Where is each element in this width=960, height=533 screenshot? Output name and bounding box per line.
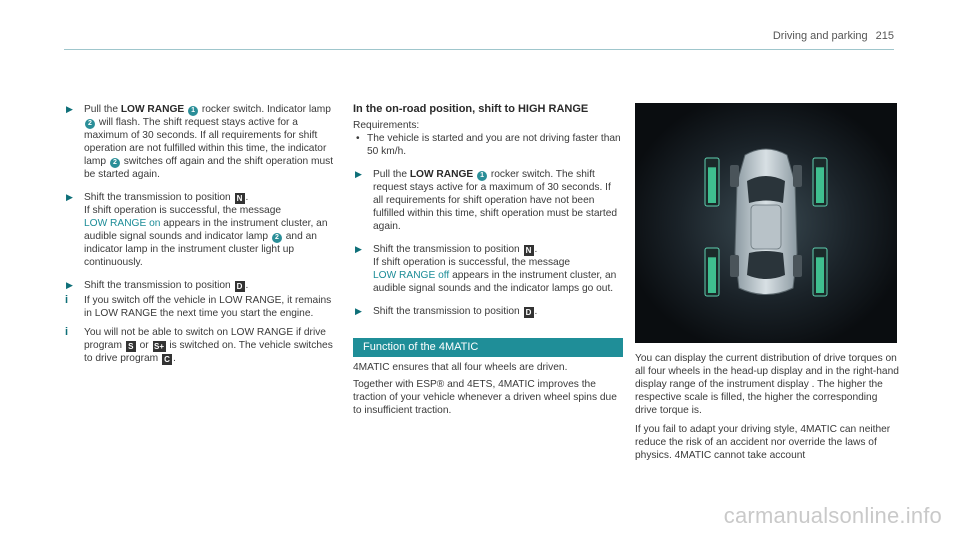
section-heading: In the on-road position, shift to HIGH RANGE <box>353 103 589 115</box>
requirement-item: • The vehicle is started and you are not driving faster than 50 km/h. <box>356 133 621 157</box>
step-shift-n: ▶ Shift the transmission to position N . If shift operation is successful, the message LOW RANGE off appears in the instrument cluster, an audible signal sounds and the indicator lamps go out. <box>355 244 617 294</box>
function-paragraph: 4MATIC ensures that all four wheels are driven. <box>353 362 568 373</box>
watermark: carmanualsonline.info <box>723 503 942 528</box>
number-badge: 1 <box>477 171 487 181</box>
torque-bar-fill-rear-left <box>708 257 716 293</box>
column-left <box>64 103 340 371</box>
step-arrow-icon: ▶ <box>355 244 362 254</box>
vehicle-torque-illustration <box>635 103 897 343</box>
step-arrow-icon: ▶ <box>66 192 73 202</box>
section-title: Driving and parking <box>772 30 868 42</box>
info-note: i You will not be able to switch on LOW RANGE if drive program S or S+ is switched on. The vehicle switches to drive program C . <box>65 326 333 364</box>
info-icon: i <box>65 326 69 338</box>
number-badge: 2 <box>110 158 120 168</box>
torque-bar-fill-front-left <box>708 167 716 203</box>
header-rule <box>64 49 894 50</box>
number-badge: 1 <box>188 106 198 116</box>
info-icon: i <box>65 294 69 306</box>
gear-key-d: D <box>235 281 245 292</box>
gear-key-n: N <box>524 245 534 256</box>
display-message: LOW RANGE on <box>84 218 161 229</box>
drive-program-key: C <box>162 354 172 365</box>
function-paragraph: Together with ESP® and 4ETS, 4MATIC improves the traction of your vehicle whenever a driven wheel spins due to insufficient traction. <box>353 379 617 416</box>
step-shift-d: ▶ Shift the transmission to position D . <box>355 306 538 317</box>
step-arrow-icon: ▶ <box>355 306 362 316</box>
gear-key-d: D <box>524 307 534 318</box>
requirements-label: Requirements: <box>353 120 420 131</box>
step-pull-switch: ▶ Pull the LOW RANGE 1 rocker switch. The shift request stays active for a maximum of 30 seconds. If all requirements for shift operation have not been fulfilled within this time, shift operation must be started again. <box>355 169 618 232</box>
step-shift-d: ▶ Shift the transmission to position D . <box>66 280 249 291</box>
drive-program-key: S+ <box>153 342 164 351</box>
torque-bar-fill-front-right <box>816 167 824 203</box>
info-note: i If you switch off the vehicle in LOW RANGE, it remains in LOW RANGE the next time you start the engine. <box>65 294 332 319</box>
car-top-view <box>730 149 802 295</box>
torque-bar-fill-rear-right <box>816 257 824 293</box>
number-badge: 2 <box>272 233 282 243</box>
number-badge: 2 <box>85 119 95 129</box>
step-arrow-icon: ▶ <box>355 169 362 179</box>
running-header <box>773 30 894 42</box>
step-pull-switch: ▶ Pull the LOW RANGE 1 rocker switch. Indicator lamp 2 will flash. The shift request stays active for a maximum of 30 seconds. If all requirements for shift operation are not fulfilled within this time, the indicator lamp 2 switches off again and the shift operation must be started again. <box>66 104 334 180</box>
step-shift-n: ▶ Shift the transmission to position N . If shift operation is successful, the message LOW RANGE on appears in the instrument cluster, an audible signal sounds and indicator lamp 2 and an indicator lamp in the instrument cluster light up continuously. <box>66 192 328 268</box>
caption-paragraph: If you fail to adapt your driving style, 4MATIC can neither reduce the risk of an accident nor override the laws of physics. 4MATIC cannot take account <box>635 424 891 461</box>
step-arrow-icon: ▶ <box>66 104 73 114</box>
column-middle <box>353 103 623 425</box>
step-arrow-icon: ▶ <box>66 280 73 290</box>
gear-key-n: N <box>235 193 245 204</box>
function-heading-bar: Function of the 4MATIC <box>353 338 623 357</box>
drive-program-key: S <box>126 341 136 352</box>
page-header <box>0 0 960 50</box>
caption-paragraph: You can display the current distribution of drive torques on all four wheels in the head-up display and in the right-hand display range of the instrument display . The higher the respective scale is filled, the higher the corresponding drive torque is. <box>635 353 899 416</box>
page-number: 215 <box>875 30 894 42</box>
display-message: LOW RANGE off <box>373 270 450 281</box>
torque-distribution-image <box>635 103 897 343</box>
column-right <box>635 352 899 468</box>
